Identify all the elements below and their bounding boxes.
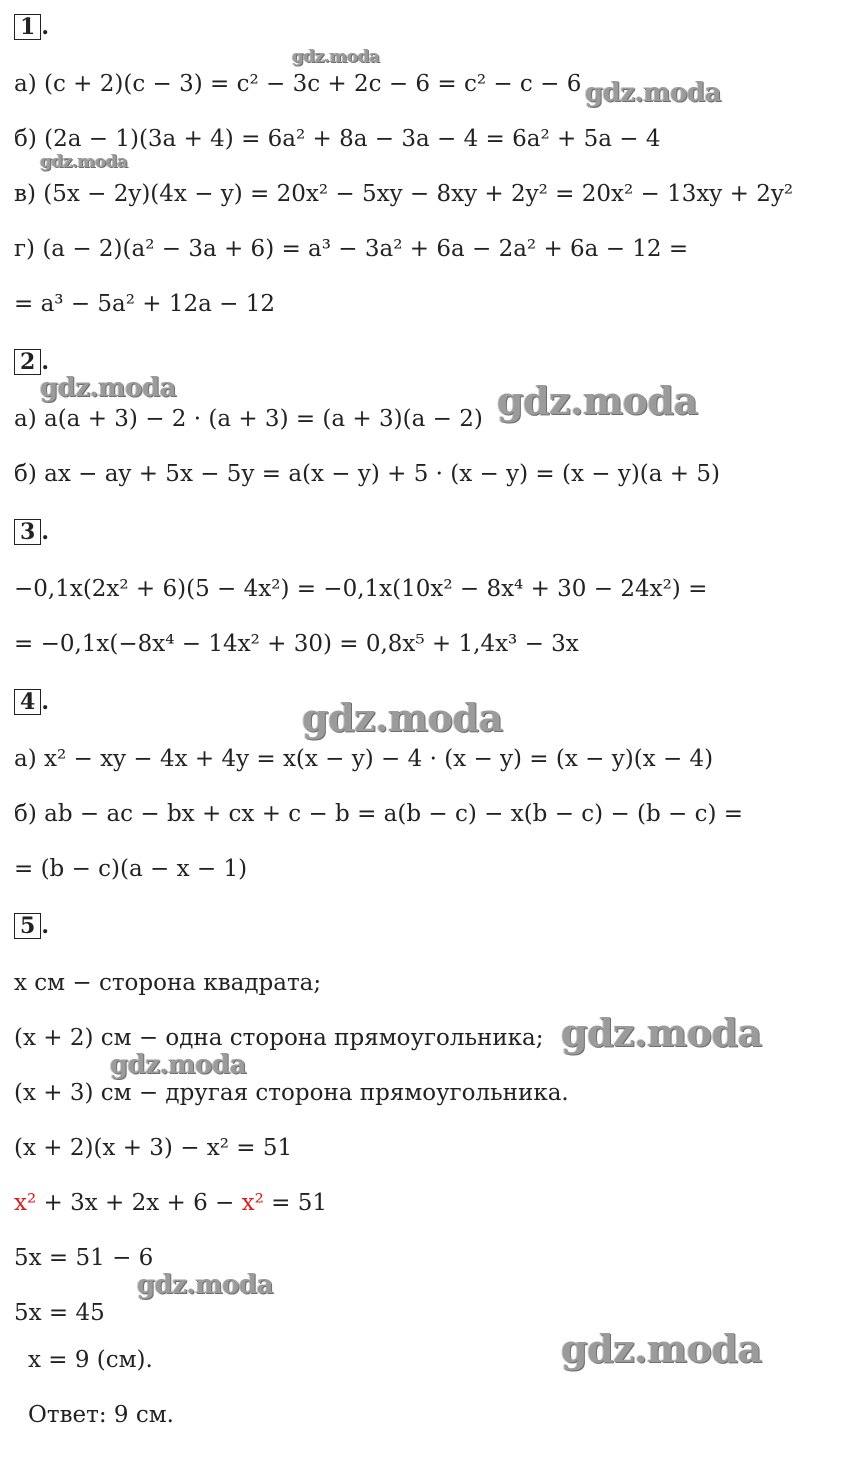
section-number-1: 1 . <box>14 14 49 40</box>
equation-line: а) (c + 2)(c − 3) = c² − 3c + 2c − 6 = c² − c − 6 <box>14 71 582 97</box>
watermark: gdz.moda <box>110 1050 247 1080</box>
watermark: gdz.moda <box>561 1326 762 1371</box>
equation-line: б) ax − ay + 5x − 5y = a(x − y) + 5 · (x − y) = (x − y)(a + 5) <box>14 461 720 487</box>
equation-line: б) ab − ac − bx + cx + c − b = a(b − c) − x(b − c) − (b − c) = <box>14 801 744 827</box>
highlighted-equation-line <box>14 1188 327 1218</box>
section-number-box: 2 <box>14 349 41 375</box>
section-number-3: 3 . <box>14 519 49 545</box>
watermark: gdz.moda <box>292 47 380 67</box>
equation-line: −0,1x(2x² + 6)(5 − 4x²) = −0,1x(10x² − 8x⁴ + 30 − 24x²) = <box>14 576 708 602</box>
equation-line: б) (2a − 1)(3a + 4) = 6a² + 8a − 3a − 4 = 6a² + 5a − 4 <box>14 126 661 152</box>
equation-line: а) x² − xy − 4x + 4y = x(x − y) − 4 · (x − y) = (x − y)(x − 4) <box>14 746 714 772</box>
section-number-2: 2 . <box>14 349 49 375</box>
equation-line: = (b − c)(a − x − 1) <box>14 856 248 882</box>
equation-line: г) (a − 2)(a² − 3a + 6) = a³ − 3a² + 6a − 2a² + 6a − 12 = <box>14 236 689 262</box>
watermark: gdz.moda <box>40 152 128 172</box>
equation-line: = −0,1x(−8x⁴ − 14x² + 30) = 0,8x⁵ + 1,4x³ − 3x <box>14 631 579 657</box>
equation-middle: + 3x + 2x + 6 − <box>36 1190 242 1216</box>
watermark: gdz.moda <box>497 378 698 423</box>
equation-line: = a³ − 5a² + 12a − 12 <box>14 291 276 317</box>
text-line: (x + 2) см − одна сторона прямоугольника; <box>14 1025 544 1051</box>
text-line: x см − сторона квадрата; <box>14 970 322 996</box>
section-number-box: 3 <box>14 519 41 545</box>
watermark: gdz.moda <box>585 78 722 108</box>
cancelled-term: x² <box>241 1190 264 1216</box>
section-number-4: 4 . <box>14 689 49 715</box>
watermark: gdz.moda <box>40 373 177 403</box>
watermark: gdz.moda <box>302 695 503 740</box>
answer-line: Ответ: 9 см. <box>28 1402 174 1428</box>
section-number-box: 5 <box>14 913 41 939</box>
equation-end: = 51 <box>263 1190 327 1216</box>
section-number-box: 4 <box>14 689 41 715</box>
equation-line: 5x = 51 − 6 <box>14 1245 154 1271</box>
equation-line: в) (5x − 2y)(4x − y) = 20x² − 5xy − 8xy + 2y² = 20x² − 13xy + 2y² <box>14 181 794 207</box>
equation-line: x = 9 (см). <box>28 1347 153 1373</box>
text-line: (x + 3) см − другая сторона прямоугольника. <box>14 1080 569 1106</box>
watermark: gdz.moda <box>137 1270 274 1300</box>
equation-line: (x + 2)(x + 3) − x² = 51 <box>14 1135 293 1161</box>
watermark: gdz.moda <box>561 1010 762 1055</box>
equation-line: а) a(a + 3) − 2 · (a + 3) = (a + 3)(a − 2) <box>14 406 483 432</box>
equation-line: 5x = 45 <box>14 1300 105 1326</box>
section-number-5: 5 . <box>14 913 49 939</box>
cancelled-term: x² <box>14 1190 37 1216</box>
section-number-box: 1 <box>14 14 41 40</box>
